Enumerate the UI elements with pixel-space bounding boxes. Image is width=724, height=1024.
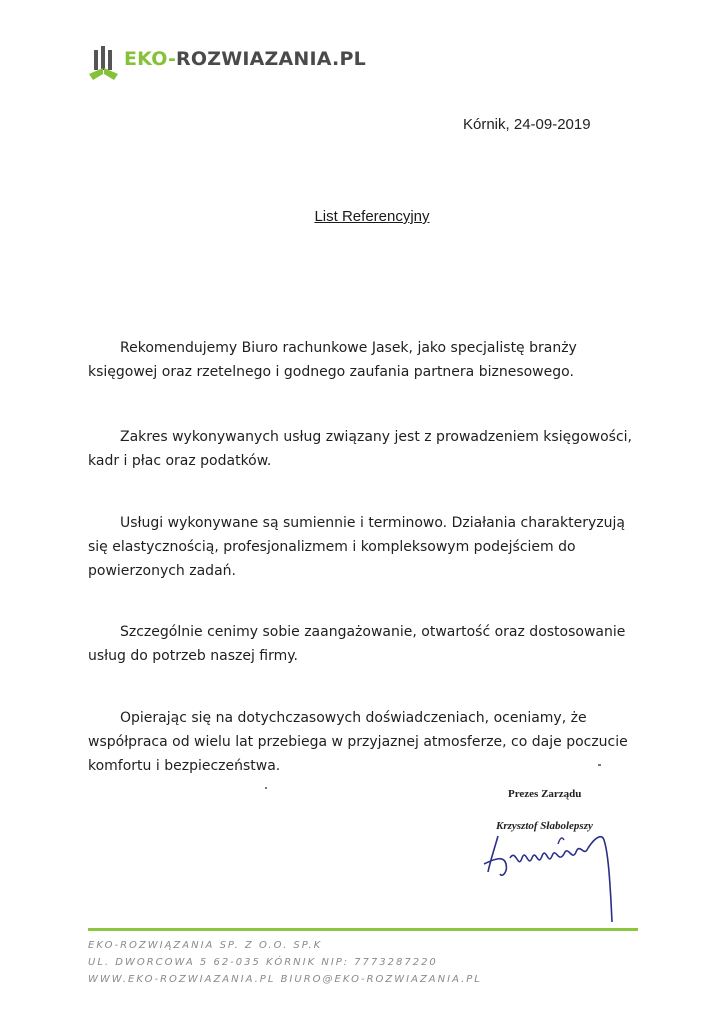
company-footer [88, 937, 648, 988]
signer-role: Prezes Zarządu [508, 788, 582, 800]
stray-mark [265, 787, 267, 789]
footer-divider [88, 928, 638, 931]
paragraph-recommendation: Rekomendujemy Biuro rachunkowe Jasek, jako specjalistę branży księgowej oraz rzetelnego i godnego zaufania partnera biznesowego. [88, 340, 577, 380]
paragraph-conclusion: Opierając się na dotychczasowych doświadczeniach, oceniamy, że współpraca od wielu lat przebiega w przyjaznej atmosferze, co daje poczucie komfortu i bezpieczeństwa. [88, 710, 628, 774]
stray-mark [598, 764, 601, 766]
handwritten-signature [476, 818, 626, 928]
eko-logo-icon [88, 44, 124, 86]
footer-contact: WWW.EKO-ROZWIAZANIA.PL BIURO@EKO-ROZWIAZANIA.PL [88, 974, 482, 985]
paragraph-quality: Usługi wykonywane są sumiennie i terminowo. Działania charakteryzują się elastycznością, profesjonalizmem i kompleksowym podejściem do powierzonych zadań. [88, 515, 625, 579]
company-logo [88, 44, 368, 90]
logo-domain: ROZWIAZANIA.PL [176, 48, 366, 70]
paragraph-appreciation: Szczególnie cenimy sobie zaangażowanie, otwartość oraz dostosowanie usług do potrzeb naszej firmy. [88, 624, 626, 664]
letter-date: Kórnik, 24-09-2019 [463, 116, 591, 133]
footer-company-name: EKO-ROZWIĄZANIA SP. Z O.O. SP.K [88, 940, 323, 951]
signer-name: Krzysztof Słabolepszy [496, 820, 593, 832]
footer-address: UL. DWORCOWA 5 62-035 KÓRNIK NIP: 7773287220 [88, 957, 438, 968]
paragraph-scope: Zakres wykonywanych usług związany jest z prowadzeniem księgowości, kadr i płac oraz podatków. [88, 429, 632, 469]
logo-wordmark [124, 48, 366, 70]
logo-eko: EKO- [124, 48, 177, 70]
letter-title: List Referencyjny [314, 208, 430, 225]
